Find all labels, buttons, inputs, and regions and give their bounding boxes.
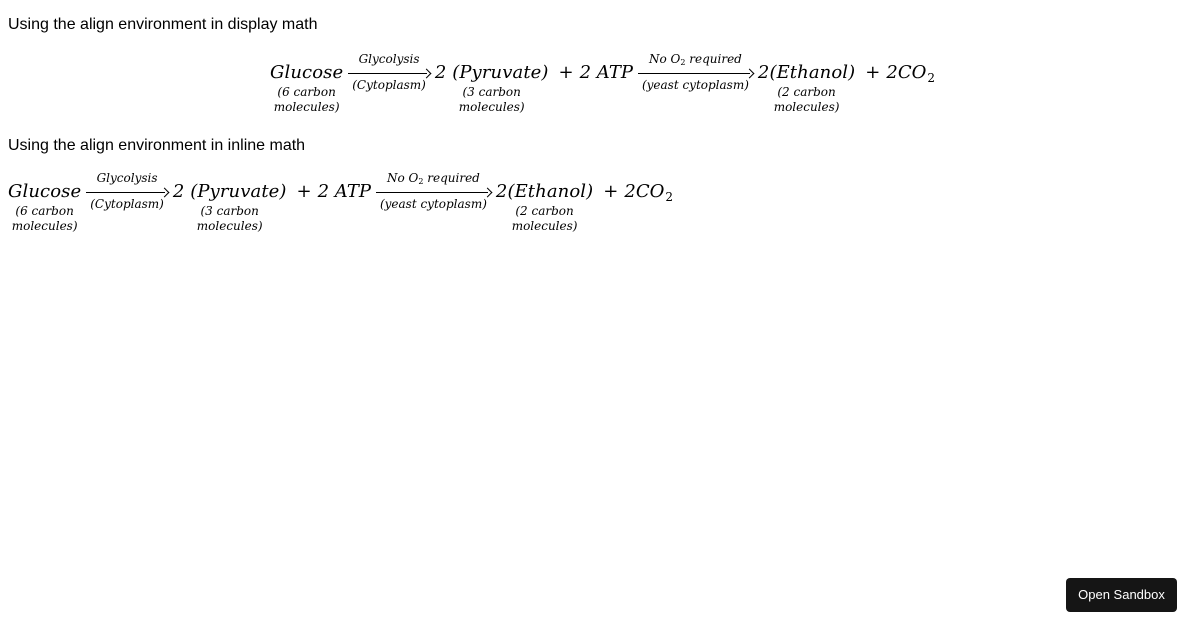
right-arrow-icon bbox=[638, 66, 753, 78]
ethanol-label: 2(Ethanol) bbox=[757, 62, 856, 83]
glucose-label: Glucose bbox=[270, 62, 344, 83]
pyruvate-annotation bbox=[197, 204, 263, 234]
glycolysis-arrow-top-label: Glycolysis bbox=[96, 171, 158, 185]
pyruvate-label: 2 (Pyruvate) bbox=[172, 181, 287, 202]
glycolysis-arrow-top-label: Glycolysis bbox=[358, 52, 420, 66]
co2-label: 2CO bbox=[886, 62, 927, 83]
right-arrow-icon bbox=[348, 66, 430, 78]
fermentation-arrow-top-label bbox=[381, 171, 486, 185]
open-sandbox-button[interactable]: Open Sandbox bbox=[1066, 578, 1177, 612]
pyruvate-label: 2 (Pyruvate) bbox=[434, 62, 549, 83]
ethanol-label: 2(Ethanol) bbox=[495, 181, 594, 202]
pyruvate-annotation-line1: (3 carbon bbox=[200, 204, 259, 218]
fermentation-arrow-bottom-label: (yeast cytoplasm) bbox=[641, 78, 749, 92]
co2-subscript: 2 bbox=[665, 190, 673, 204]
fermentation-arrow-top-prefix: No O bbox=[386, 171, 419, 185]
ethanol-term bbox=[496, 171, 593, 234]
ethanol-annotation bbox=[774, 85, 840, 115]
plus-sign: + bbox=[558, 62, 574, 83]
glycolysis-arrow bbox=[86, 171, 168, 211]
glucose-term bbox=[8, 171, 81, 234]
fermentation-arrow bbox=[376, 171, 491, 211]
pyruvate-annotation-line2: molecules) bbox=[196, 219, 263, 233]
glycolysis-arrow bbox=[348, 52, 430, 92]
co2-term bbox=[593, 182, 673, 203]
atp-term bbox=[549, 63, 633, 83]
glycolysis-arrow-bottom-label: (Cytoplasm) bbox=[90, 197, 164, 211]
fermentation-arrow-top-prefix: No O bbox=[648, 52, 681, 66]
fermentation-arrow bbox=[638, 52, 753, 92]
atp-label: 2 ATP bbox=[579, 62, 633, 83]
inline-equation bbox=[8, 171, 673, 234]
fermentation-arrow-top-suffix: required bbox=[423, 171, 480, 185]
co2-subscript: 2 bbox=[927, 71, 935, 85]
glucose-annotation-line1: (6 carbon bbox=[277, 85, 336, 99]
fermentation-arrow-bottom-label: (yeast cytoplasm) bbox=[379, 197, 487, 211]
co2-term bbox=[855, 63, 935, 84]
fermentation-arrow-top-label bbox=[643, 52, 748, 66]
ethanol-annotation-line2: molecules) bbox=[511, 219, 578, 233]
pyruvate-term bbox=[173, 171, 287, 234]
fermentation-arrow-top-suffix: required bbox=[685, 52, 742, 66]
ethanol-annotation-line1: (2 carbon bbox=[515, 204, 574, 218]
display-equation bbox=[270, 52, 935, 115]
atp-label: 2 ATP bbox=[317, 181, 371, 202]
glucose-term bbox=[270, 52, 343, 115]
pyruvate-annotation-line2: molecules) bbox=[458, 100, 525, 114]
glucose-annotation-line2: molecules) bbox=[11, 219, 78, 233]
o2-subscript: 2 bbox=[680, 58, 686, 67]
right-arrow-icon bbox=[376, 185, 491, 197]
glucose-annotation-line1: (6 carbon bbox=[15, 204, 74, 218]
glycolysis-arrow-bottom-label: (Cytoplasm) bbox=[352, 78, 426, 92]
ethanol-annotation-line1: (2 carbon bbox=[777, 85, 836, 99]
atp-term bbox=[287, 182, 371, 202]
plus-sign: + bbox=[296, 181, 312, 202]
glucose-annotation bbox=[274, 85, 340, 115]
o2-subscript: 2 bbox=[418, 177, 424, 186]
ethanol-annotation-line2: molecules) bbox=[773, 100, 840, 114]
ethanol-annotation bbox=[512, 204, 578, 234]
right-arrow-icon bbox=[86, 185, 168, 197]
plus-sign: + bbox=[603, 181, 619, 202]
glucose-annotation-line2: molecules) bbox=[273, 100, 340, 114]
inline-math-heading: Using the align environment in inline math bbox=[8, 137, 306, 154]
display-math-heading: Using the align environment in display math bbox=[8, 16, 318, 33]
pyruvate-annotation-line1: (3 carbon bbox=[462, 85, 521, 99]
glucose-label: Glucose bbox=[8, 181, 82, 202]
plus-sign: + bbox=[865, 62, 881, 83]
ethanol-term bbox=[758, 52, 855, 115]
pyruvate-term bbox=[435, 52, 549, 115]
pyruvate-annotation bbox=[459, 85, 525, 115]
glucose-annotation bbox=[12, 204, 78, 234]
co2-label: 2CO bbox=[624, 181, 665, 202]
